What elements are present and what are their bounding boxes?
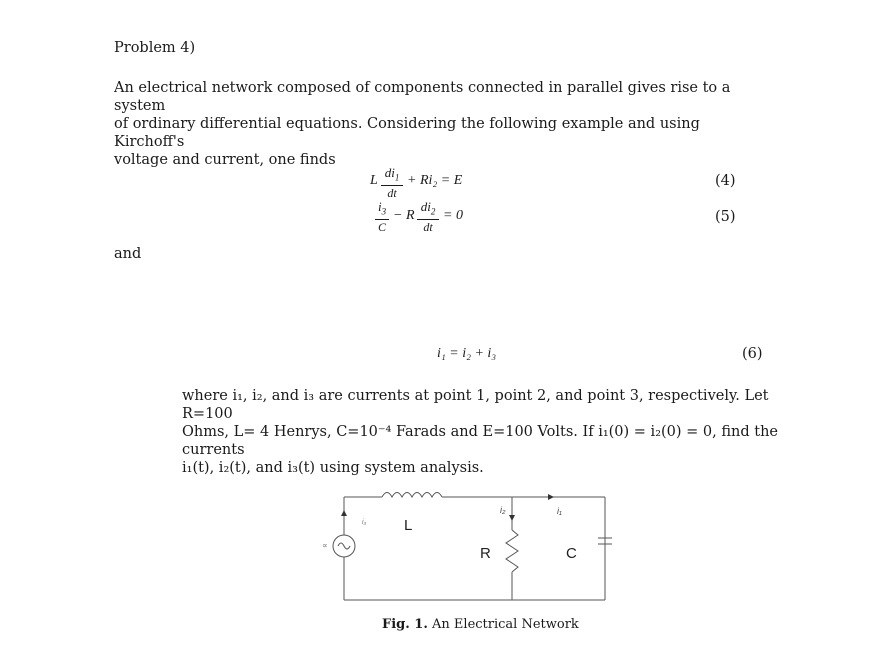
label-L: L	[404, 517, 413, 534]
figure-caption-text: An Electrical Network	[427, 617, 579, 632]
label-source: ∝	[322, 541, 328, 550]
equation-6: i₁ = i₂ + i₃	[437, 346, 497, 361]
label-R: R	[480, 545, 491, 562]
intro-line-3: voltage and current, one finds	[114, 152, 336, 168]
label-i3: i₃	[362, 519, 367, 526]
equation-number-4: (4)	[715, 173, 736, 189]
intro-line-2: of ordinary differential equations. Considering the following example and using Kirchoff's	[114, 116, 700, 150]
label-C: C	[566, 545, 577, 562]
where-line-3: i₁(t), i₂(t), and i₃(t) using system analysis.	[182, 460, 484, 476]
intro-line-1: An electrical network composed of components connected in parallel gives rise to a system	[114, 80, 731, 114]
where-paragraph	[182, 387, 782, 477]
figure-label: Fig. 1.	[382, 617, 428, 632]
inductor-coil	[382, 493, 442, 498]
circuit-diagram	[300, 480, 640, 610]
intro-paragraph	[114, 79, 754, 169]
problem-heading: Problem 4)	[114, 40, 196, 56]
arrow-i2	[509, 515, 515, 521]
and-word: and	[114, 246, 142, 262]
arrow-source-up	[341, 510, 347, 516]
label-i2: i₂	[500, 505, 506, 515]
label-i1: i₁	[557, 506, 562, 516]
equation-4-tail: + Ri₂ = E	[407, 173, 463, 188]
where-line-2: Ohms, L= 4 Henrys, C=10⁻⁴ Farads and E=100 Volts. If i₁(0) = i₂(0) = 0, find the currents	[182, 424, 779, 458]
figure-caption	[382, 617, 579, 632]
equation-number-5: (5)	[715, 209, 736, 225]
equation-number-6: (6)	[742, 346, 763, 362]
arrow-i1	[548, 494, 554, 500]
equation-5-tail: = 0	[443, 208, 463, 223]
resistor-zigzag	[506, 530, 518, 572]
where-line-1: where i₁, i₂, and i₃ are currents at point 1, point 2, and point 3, respectively. Let R=100	[182, 388, 769, 422]
